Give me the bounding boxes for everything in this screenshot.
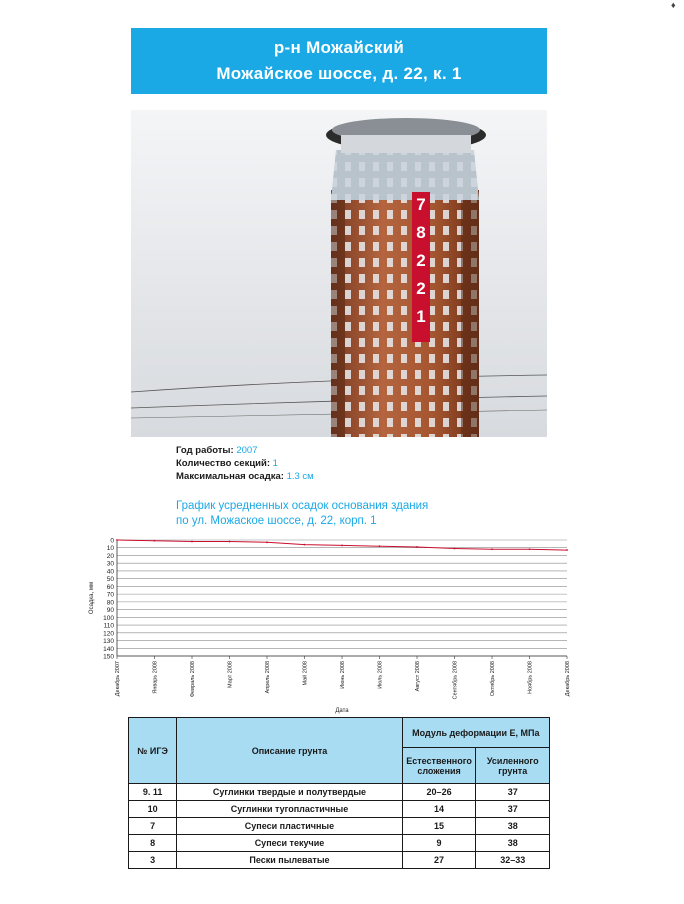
y-tick-label: 110 — [103, 622, 114, 630]
settlement-chart — [0, 530, 684, 715]
building-info — [176, 444, 314, 483]
svg-text:1: 1 — [416, 307, 426, 326]
x-tick-label: Август 2008 — [415, 661, 421, 692]
header-reinforced: Усиленного грунта — [476, 748, 550, 784]
data-point — [491, 548, 493, 550]
y-axis-label: Осадка, мм — [89, 581, 95, 615]
y-tick-label: 20 — [106, 552, 114, 560]
cell-natural: 14 — [402, 801, 476, 818]
x-tick-label: Июнь 2008 — [340, 661, 346, 689]
data-point — [529, 548, 531, 550]
x-tick-label: Декабрь 2007 — [115, 661, 121, 697]
info-value: 2007 — [236, 445, 258, 456]
y-tick-label: 140 — [103, 645, 114, 653]
y-tick-label: 130 — [103, 638, 114, 646]
table-row — [129, 818, 550, 835]
info-value: 1 — [272, 458, 278, 469]
building-photo — [131, 110, 547, 437]
chart-title-line1: График усредненных осадок основания здания — [176, 500, 429, 512]
x-tick-label: Апрель 2008 — [265, 661, 271, 694]
svg-text:2: 2 — [416, 279, 426, 298]
info-row-year — [176, 444, 314, 457]
cell-reinforced: 37 — [476, 784, 550, 801]
cell-natural: 20–26 — [402, 784, 476, 801]
data-point — [341, 545, 343, 547]
x-tick-label: Май 2008 — [302, 661, 309, 686]
x-tick-label: Июль 2008 — [377, 661, 384, 689]
header-num: № ИГЭ — [129, 718, 177, 784]
corner-mark: ♦ — [671, 0, 676, 10]
info-row-settlement — [176, 470, 314, 483]
cell-reinforced: 38 — [476, 818, 550, 835]
title-address: Можайское шоссе, д. 22, к. 1 — [216, 64, 462, 83]
x-tick-label: Октябрь 2008 — [490, 661, 496, 697]
x-tick-label: Сентябрь 2008 — [452, 661, 459, 700]
y-tick-label: 50 — [106, 576, 114, 584]
cell-natural: 27 — [402, 852, 476, 869]
header-banner — [131, 28, 547, 94]
cell-desc: Супеси пластичные — [177, 818, 402, 835]
cell-num: 3 — [129, 852, 177, 869]
svg-text:8: 8 — [416, 223, 426, 242]
data-point — [454, 548, 456, 550]
cell-num: 7 — [129, 818, 177, 835]
title-district: р-н Можайский — [273, 38, 405, 57]
cell-num: 10 — [129, 801, 177, 818]
svg-text:2: 2 — [416, 251, 426, 270]
cell-reinforced: 32–33 — [476, 852, 550, 869]
x-tick-label: Ноябрь 2008 — [527, 661, 534, 694]
y-tick-label: 60 — [106, 583, 114, 591]
x-tick-label: Декабрь 2008 — [565, 661, 571, 697]
table-row — [129, 835, 550, 852]
header-desc: Описание грунта — [177, 718, 402, 784]
cell-num: 8 — [129, 835, 177, 852]
data-point — [266, 541, 268, 543]
chart-title-line2: по ул. Можаское шоссе, д. 22, корп. 1 — [176, 515, 377, 527]
chart-title — [176, 499, 428, 529]
x-tick-label: Январь 2008 — [152, 661, 159, 694]
info-label: Количество секций: — [176, 458, 271, 469]
cell-desc: Суглинки твердые и полутвердые — [177, 784, 402, 801]
building-illustration — [131, 110, 547, 437]
soil-table — [128, 717, 550, 869]
data-point — [379, 545, 381, 547]
table-row — [129, 784, 550, 801]
y-tick-label: 150 — [103, 653, 114, 661]
y-tick-label: 40 — [106, 568, 114, 576]
y-tick-label: 120 — [103, 630, 114, 638]
y-tick-label: 80 — [106, 599, 114, 607]
x-axis-label: Дата — [335, 708, 349, 714]
cell-desc: Пески пылеватые — [177, 852, 402, 869]
svg-text:7: 7 — [416, 195, 426, 214]
data-point — [154, 540, 156, 542]
data-point — [191, 541, 193, 543]
y-tick-label: 70 — [106, 591, 114, 599]
cell-num: 9. 11 — [129, 784, 177, 801]
info-value: 1.3 см — [286, 471, 314, 482]
info-label: Максимальная осадка: — [176, 471, 284, 482]
data-point — [304, 544, 306, 546]
cell-desc: Супеси текучие — [177, 835, 402, 852]
data-point — [229, 541, 231, 543]
header-modulus: Модуль деформации Е, МПа — [402, 718, 549, 748]
y-tick-label: 100 — [103, 614, 114, 622]
x-tick-label: Февраль 2008 — [190, 661, 196, 698]
data-point — [116, 539, 118, 541]
cell-reinforced: 37 — [476, 801, 550, 818]
cell-desc: Суглинки тугопластичные — [177, 801, 402, 818]
y-tick-label: 90 — [106, 607, 114, 615]
data-point — [566, 549, 568, 551]
header-natural: Естественного сложения — [402, 748, 476, 784]
y-tick-label: 10 — [106, 545, 114, 553]
table-row — [129, 801, 550, 818]
x-tick-label: Март 2008 — [227, 661, 234, 688]
cell-natural: 15 — [402, 818, 476, 835]
cell-natural: 9 — [402, 835, 476, 852]
y-tick-label: 0 — [110, 537, 114, 545]
info-label: Год работы: — [176, 445, 234, 456]
cell-reinforced: 38 — [476, 835, 550, 852]
table-row — [129, 852, 550, 869]
data-point — [416, 546, 418, 548]
info-row-sections — [176, 457, 314, 470]
y-tick-label: 30 — [106, 560, 114, 568]
